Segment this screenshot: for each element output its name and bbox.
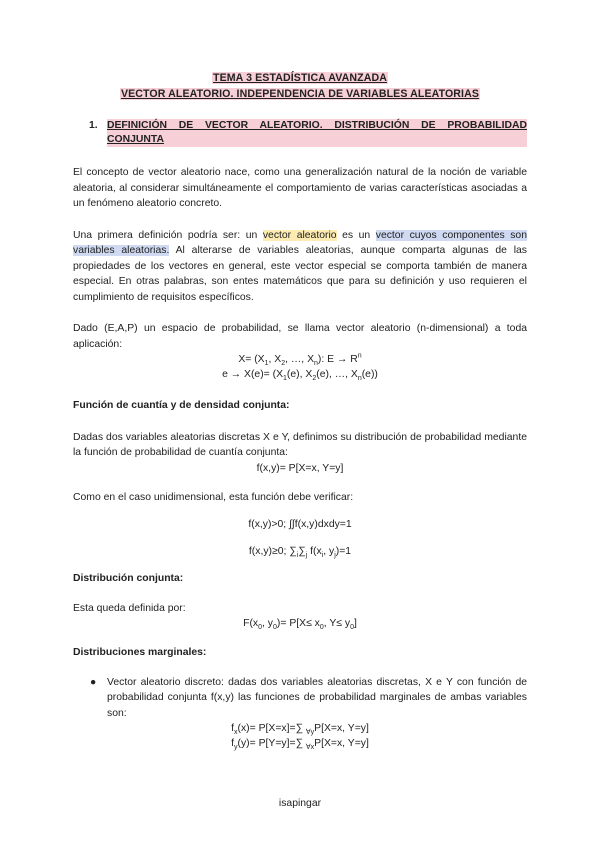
func-formula: f(x,y)= P[X=x, Y=y] bbox=[256, 462, 344, 474]
intro-paragraph: El concepto de vector aleatorio nace, como una generalización natural de la noción de variable aleatoria, al considerar simultáneamente el comportamiento de varias características asociadas a un fenómeno aleatorio concreto. bbox=[73, 167, 527, 209]
dist-paragraph: Esta queda definida por: bbox=[73, 602, 186, 614]
func-heading: Función de cuantía y de densidad conjunta: bbox=[73, 400, 290, 411]
document-title: TEMA 3 ESTADÍSTICA AVANZADA bbox=[213, 72, 387, 84]
list-item bbox=[73, 675, 527, 722]
dist-heading: Distribución conjunta: bbox=[73, 573, 184, 584]
highlight-vector-aleatorio: vector aleatorio bbox=[262, 229, 337, 241]
document-subtitle: VECTOR ALEATORIO. INDEPENDENCIA DE VARIABLES ALEATORIAS bbox=[120, 88, 480, 100]
vector-formula-line-2: $e \to X(e)= (X_1(e)$, $X_2(e)$, …, $X_n(e)$) bbox=[222, 369, 378, 383]
verify-formula-1: f(x,y)>0; ∫∫f(x,y)dxdy=1 bbox=[248, 519, 352, 530]
highlight-definition: vector cuyos componentes son variables aleatorias. bbox=[73, 229, 527, 256]
verify-paragraph: Como en el caso unidimensional, esta función debe verificar: bbox=[73, 491, 354, 503]
func-paragraph: Dadas dos variables aleatorias discretas X e Y, definimos su distribución de probabilidad mediante la función de probabilidad de cuantía conjunta: bbox=[73, 431, 527, 458]
marg-heading: Distribuciones marginales: bbox=[73, 647, 207, 658]
definition-paragraph: Una primera definición podría ser: un vector aleatorio es un vector cuyos componentes son variables aleatorias. Al alterarse de variables aleatorias, aunque comparta algunas de las propiedades de los vectores en general, este vector especial se comporta también de manera especial. En otras palabras, son entes matemáticos que para su definición y uso requieren el cumplimiento de requisitos específicos. bbox=[73, 229, 527, 303]
document-page bbox=[73, 71, 527, 751]
section-number: 1. bbox=[89, 120, 98, 131]
dist-formula: $F(x_0$, $y_0)= P[X\le x_0$, $Y\le y_0$] bbox=[243, 618, 357, 632]
section-title: DEFINICIÓN DE VECTOR ALEATORIO. DISTRIBUCIÓN DE PROBABILIDAD CONJUNTA bbox=[107, 120, 527, 145]
section-1-heading bbox=[73, 119, 527, 147]
marginal-formula-x: $f_x(x)= P[X=x]=\sum$ $_{\forall y}$P[X=x, Y=y] bbox=[231, 723, 369, 737]
bullet-text: Vector aleatorio discreto: dadas dos variables aleatorias discretas, X e Y con función de probabilidad conjunta f(x,y) las funciones de probabilidad marginales de ambas variables son: bbox=[107, 676, 527, 719]
footer-author: isapingar bbox=[278, 798, 322, 809]
dado-paragraph: Dado (E,A,P) un espacio de probabilidad, se llama vector aleatorio (n-dimensional) a toda aplicación: bbox=[73, 323, 527, 350]
bullet-icon: ● bbox=[90, 676, 97, 688]
verify-formula-2: f(x,y)≥0; $\sum_i\sum_j$ $f(x_i$, $y_j)=1$ bbox=[248, 546, 352, 560]
marginal-formula-y: $f_y(y)= P[Y=y]=\sum$ $_{\forall x}$P[X=x, Y=y] bbox=[231, 738, 369, 752]
vector-formula-line-1: $X= (X_1$, $X_2$, …, $X_n$): $E \to R^n$ bbox=[238, 352, 362, 368]
